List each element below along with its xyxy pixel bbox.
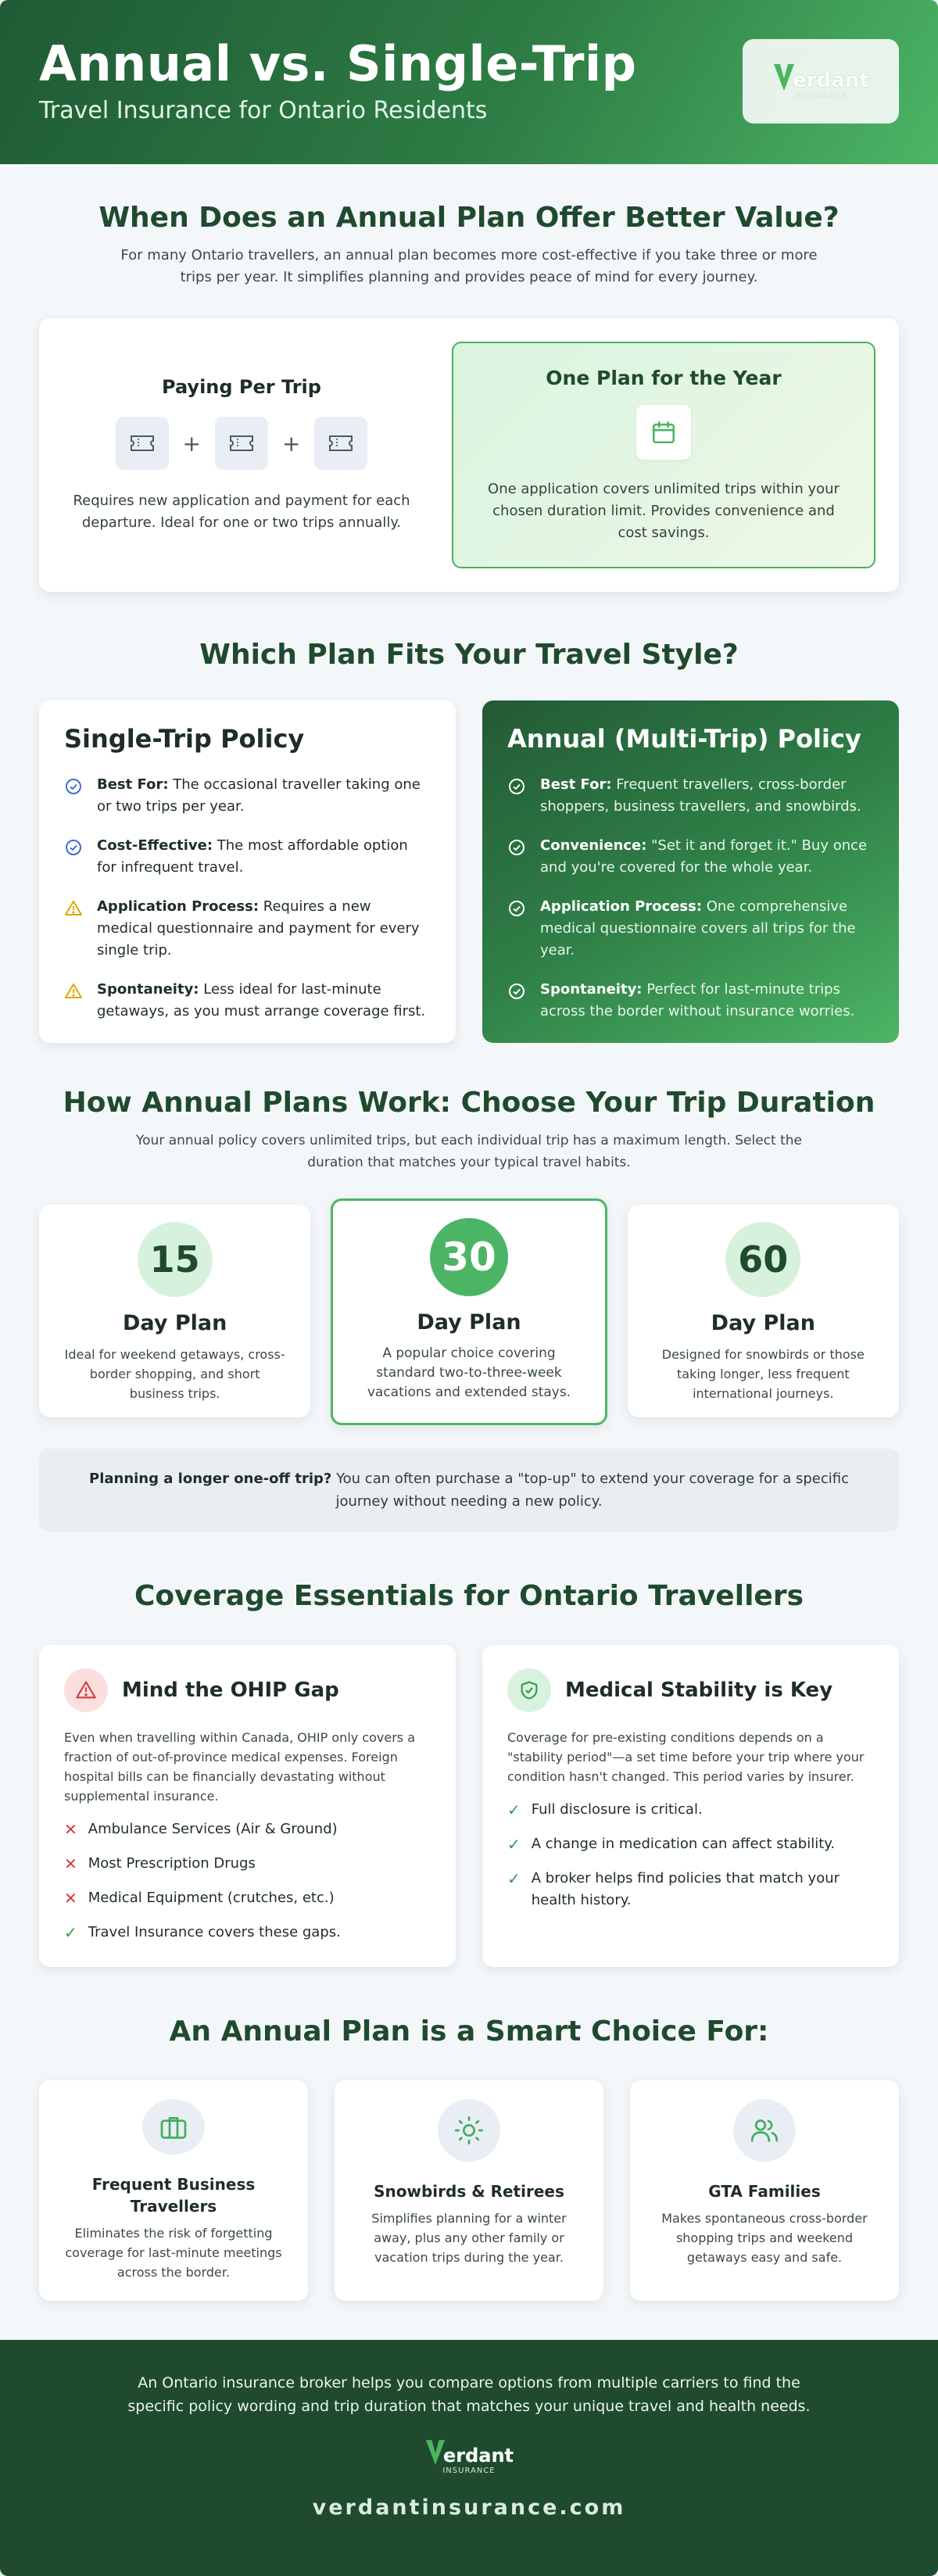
logo-badge (743, 39, 899, 124)
stability-item-text: A broker helps find policies that match your health history. (531, 1870, 840, 1908)
warning-icon (64, 979, 84, 1023)
ohip-item (64, 1818, 431, 1840)
ohip-item (64, 1922, 431, 1944)
item-text: Less ideal for last-minute getaways, as you must arrange coverage first. (97, 981, 426, 1019)
check-circle-icon (507, 979, 528, 1023)
duration-label: Day Plan (123, 1311, 227, 1335)
stability-item-text: Full disclosure is critical. (531, 1801, 703, 1818)
duration-days: 30 (430, 1218, 508, 1296)
duration-text: A popular choice covering standard two-to-three-week vacations and extended stays. (367, 1345, 571, 1400)
ohip-gap-title: Mind the OHIP Gap (122, 1679, 339, 1702)
per-trip-text: Requires new application and payment for each departure. Ideal for one or two trips annually. (73, 493, 410, 531)
alert-triangle-icon (64, 1668, 108, 1712)
item-label: Application Process: (540, 898, 703, 915)
page-subtitle: Travel Insurance for Ontario Residents (39, 97, 488, 124)
item-label: Best For: (540, 776, 612, 793)
ticket-icon (215, 417, 268, 470)
value-comparison-card (39, 318, 899, 592)
ohip-gap-description: Even when travelling within Canada, OHIP only covers a fraction of out-of-province medical expenses. Foreign hospital bills can be financially devastating without supplemental insurance. (64, 1730, 416, 1804)
smart-card-text: Makes spontaneous cross-border shopping trips and weekend getaways easy and safe. (661, 2211, 868, 2265)
footer-text: An Ontario insurance broker helps you compare options from multiple carriers to find the specific policy wording and trip duration that matches your unique travel and health needs. (127, 2374, 811, 2415)
smart-choice-section (0, 1967, 938, 2301)
value-section (0, 164, 938, 592)
duration-options (39, 1205, 899, 1425)
plus-sign: + (282, 430, 301, 457)
ohip-item (64, 1853, 431, 1875)
medical-stability-title: Medical Stability is Key (565, 1679, 833, 1702)
shield-check-icon (507, 1668, 551, 1712)
note-text: You can often purchase a "top-up" to extend your coverage for a specific journey without needing a new policy. (335, 1471, 849, 1510)
duration-text: Ideal for weekend getaways, cross-border shopping, and short business trips. (64, 1347, 285, 1401)
item-label: Application Process: (97, 898, 260, 915)
check-circle-icon (507, 774, 528, 818)
stability-item (507, 1868, 874, 1911)
ticket-row (116, 417, 368, 470)
note-bold: Planning a longer one-off trip? (89, 1471, 332, 1487)
annual-item (507, 896, 874, 962)
item-text: Requires a new medical questionnaire and payment for every single trip. (97, 898, 420, 958)
item-text: "Set it and forget it." Buy once and you're covered for the whole year. (540, 837, 868, 876)
essentials-cards (39, 1645, 899, 1967)
smart-choice-title: An Annual Plan is a Smart Choice For: (169, 2015, 769, 2048)
ohip-item (64, 1887, 431, 1909)
check-mark-icon: ✓ (507, 1800, 521, 1819)
check-mark-icon: ✓ (507, 1869, 521, 1888)
check-mark-icon: ✓ (64, 1923, 77, 1942)
stability-item (507, 1799, 874, 1821)
annual-item (507, 835, 874, 879)
duration-label: Day Plan (417, 1310, 521, 1335)
check-mark-icon: ✓ (507, 1835, 521, 1854)
travel-style-section (0, 592, 938, 1043)
gta-families-card (630, 2080, 899, 2301)
ohip-gap-card (39, 1645, 456, 1967)
single-item (64, 979, 431, 1023)
item-label: Spontaneity: (97, 981, 199, 998)
ohip-item-text: Most Prescription Drugs (88, 1855, 256, 1872)
ticket-icon (116, 417, 169, 470)
single-trip-title: Single-Trip Policy (64, 724, 305, 754)
essentials-section (0, 1532, 938, 1967)
ohip-item-text: Travel Insurance covers these gaps. (88, 1924, 341, 1940)
smart-card-title: Snowbirds & Retirees (374, 2182, 564, 2201)
smart-choice-cards (39, 2080, 899, 2301)
footer-logo: erdant INSURANCE (0, 2438, 938, 2475)
single-trip-card (39, 700, 456, 1043)
travel-style-title: Which Plan Fits Your Travel Style? (199, 639, 739, 671)
one-plan-panel (452, 342, 875, 568)
item-label: Best For: (97, 776, 169, 793)
annual-policy-card (482, 700, 899, 1043)
item-text: One comprehensive medical questionnaire covers all trips for the year. (540, 898, 856, 958)
briefcase-icon (142, 2099, 205, 2155)
warning-icon (64, 896, 84, 962)
item-label: Convenience: (540, 837, 647, 854)
snowbirds-card (335, 2080, 603, 2301)
duration-section-title: How Annual Plans Work: Choose Your Trip Duration (63, 1087, 875, 1119)
essentials-title: Coverage Essentials for Ontario Travellers (134, 1580, 804, 1612)
duration-section (0, 1043, 938, 1532)
check-circle-icon (64, 774, 84, 818)
duration-section-description: Your annual policy covers unlimited trips, but each individual trip has a maximum length. Select the duration that matches your typical travel habits. (136, 1133, 802, 1170)
smart-card-title: Frequent Business Travellers (91, 2175, 256, 2216)
x-mark-icon: ✕ (64, 1854, 77, 1873)
ohip-item-text: Ambulance Services (Air & Ground) (88, 1821, 338, 1837)
single-item (64, 896, 431, 962)
value-section-description: For many Ontario travellers, an annual plan becomes more cost-effective if you take three or more trips per year. It simplifies planning and provides peace of mind for every journey. (120, 247, 818, 285)
x-mark-icon: ✕ (64, 1889, 77, 1908)
website-link[interactable]: verdantinsurance.com (312, 2495, 626, 2520)
smart-card-text: Simplifies planning for a winter away, plus any other family or vacation trips during the year. (371, 2211, 567, 2265)
policy-comparison (39, 700, 899, 1043)
per-trip-panel (63, 342, 421, 568)
value-section-title: When Does an Annual Plan Offer Better Value? (98, 202, 840, 234)
single-item (64, 774, 431, 818)
hero-header (0, 0, 938, 164)
item-label: Cost-Effective: (97, 837, 213, 854)
per-trip-title: Paying Per Trip (162, 376, 321, 398)
medical-stability-description: Coverage for pre-existing conditions depends on a "stability period"—a set time before your trip where your condition hasn't changed. This period varies by insurer. (507, 1730, 865, 1784)
smart-card-title: GTA Families (708, 2182, 821, 2201)
top-up-note (39, 1449, 899, 1532)
item-text: Frequent travellers, cross-border shoppers, business travellers, and snowbirds. (540, 776, 861, 815)
item-label: Spontaneity: (540, 981, 643, 998)
x-mark-icon: ✕ (64, 1820, 77, 1839)
sun-icon (438, 2099, 500, 2162)
check-circle-icon (64, 835, 84, 879)
duration-card-15 (39, 1205, 310, 1417)
stability-item-text: A change in medication can affect stability. (531, 1836, 836, 1852)
ohip-item-text: Medical Equipment (crutches, etc.) (88, 1890, 335, 1906)
footer (0, 2340, 938, 2576)
medical-stability-card (482, 1645, 899, 1967)
family-icon (733, 2099, 796, 2162)
one-plan-title: One Plan for the Year (546, 366, 782, 389)
stability-item (507, 1833, 874, 1855)
duration-card-60 (628, 1205, 899, 1417)
one-plan-text: One application covers unlimited trips within your chosen duration limit. Provides convenience and cost savings. (488, 480, 840, 541)
item-text: Perfect for last-minute trips across the border without insurance worries. (540, 981, 855, 1019)
duration-days: 15 (138, 1222, 213, 1297)
footer-logo-tagline: INSURANCE (442, 2467, 496, 2475)
duration-card-30 (331, 1198, 607, 1425)
ticket-icon (314, 417, 367, 470)
item-text: The most affordable option for infrequent travel. (97, 837, 408, 876)
plus-sign: + (182, 430, 201, 457)
brand-logo: erdant INSURANCE (772, 63, 869, 101)
duration-label: Day Plan (711, 1311, 815, 1335)
smart-card-text: Eliminates the risk of forgetting coverage for last-minute meetings across the border. (65, 2226, 282, 2280)
calendar-icon (636, 405, 691, 460)
duration-days: 60 (725, 1222, 800, 1297)
single-item (64, 835, 431, 879)
annual-policy-title: Annual (Multi-Trip) Policy (507, 724, 861, 754)
check-circle-icon (507, 835, 528, 879)
duration-text: Designed for snowbirds or those taking longer, less frequent international journeys. (661, 1347, 865, 1401)
logo-tagline: INSURANCE (794, 91, 847, 101)
annual-item (507, 774, 874, 818)
business-travellers-card (39, 2080, 308, 2301)
check-circle-icon (507, 896, 528, 962)
annual-item (507, 979, 874, 1023)
item-text: The occasional traveller taking one or two trips per year. (97, 776, 421, 815)
page-title: Annual vs. Single-Trip (39, 35, 637, 92)
